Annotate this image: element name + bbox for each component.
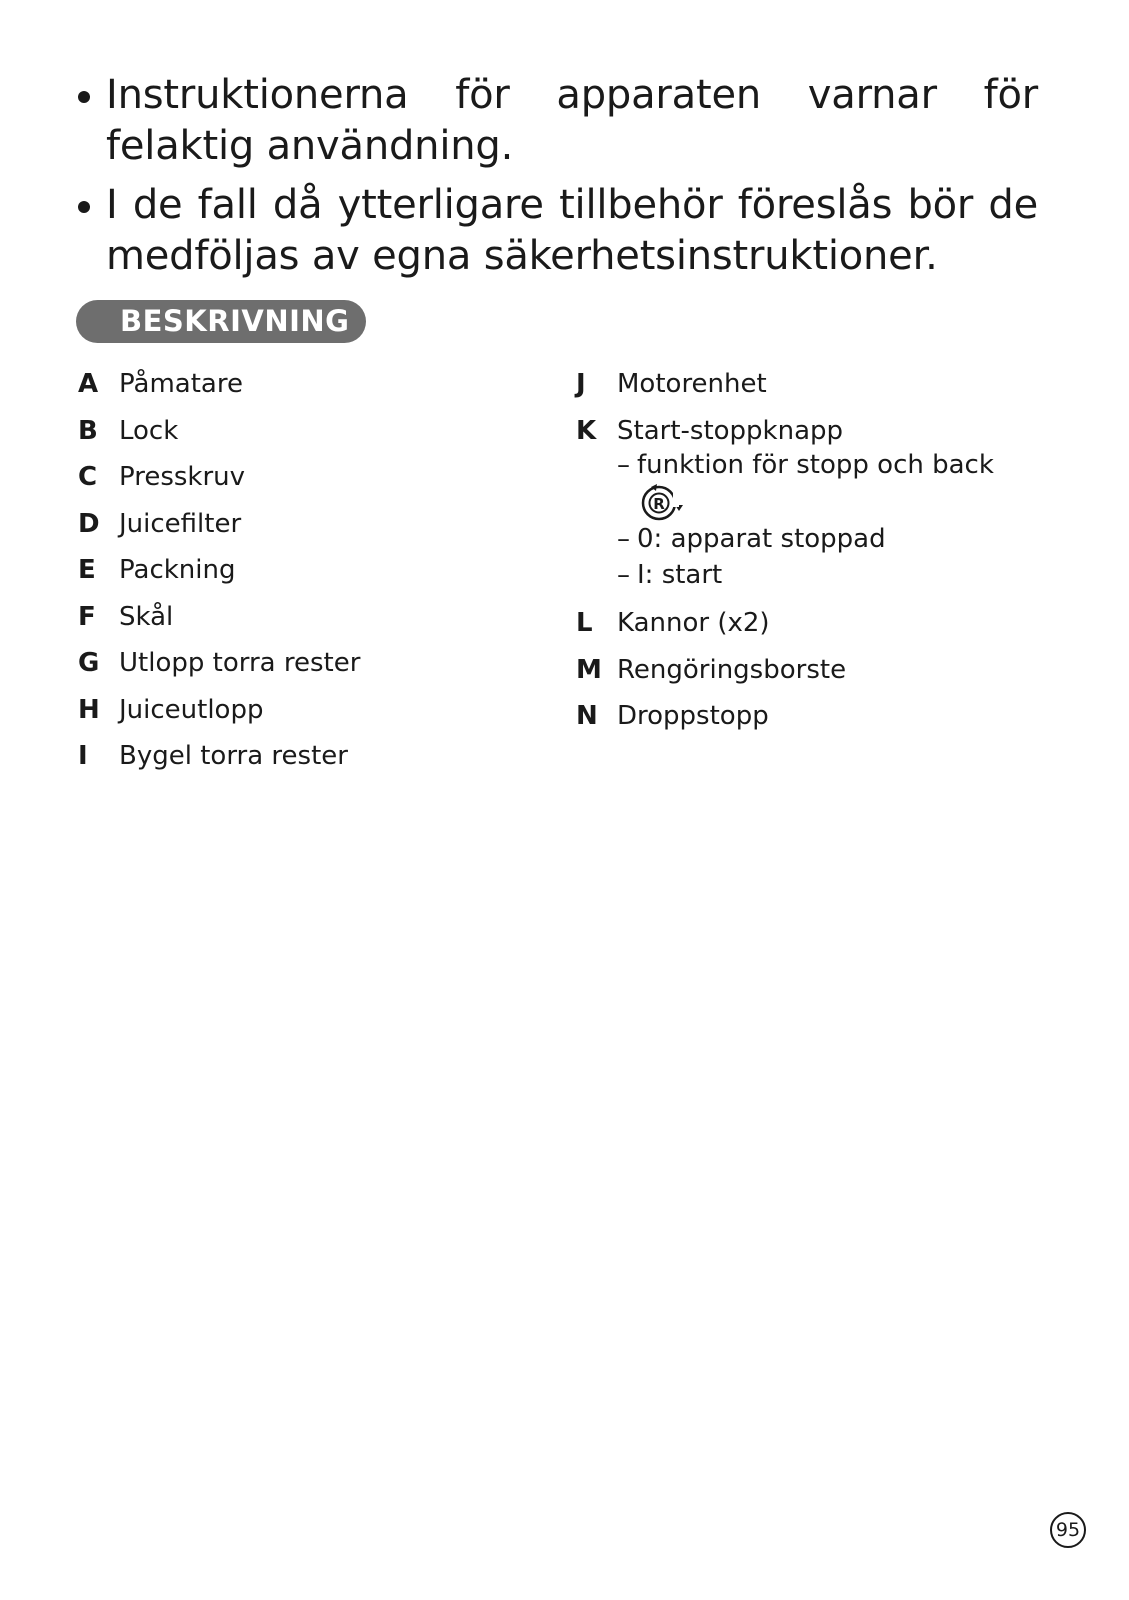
part-item-k bbox=[576, 415, 1036, 593]
part-name: Lock bbox=[119, 415, 179, 446]
part-item-n bbox=[576, 700, 1036, 732]
reverse-rotation-icon bbox=[635, 483, 691, 523]
part-item-i bbox=[78, 740, 518, 772]
part-item-e bbox=[78, 554, 518, 586]
part-name: Juiceutlopp bbox=[119, 694, 264, 725]
dash: – bbox=[617, 523, 630, 554]
part-item-h bbox=[78, 694, 518, 726]
part-name: Packning bbox=[119, 555, 236, 585]
sub-item-function bbox=[617, 447, 1036, 483]
part-item-a bbox=[78, 368, 518, 400]
part-item-c bbox=[78, 461, 518, 493]
parts-list-left bbox=[78, 368, 518, 787]
part-name: Presskruv bbox=[119, 462, 246, 492]
sub-item-off bbox=[617, 521, 1036, 557]
dash: – bbox=[617, 449, 630, 480]
part-item-b bbox=[78, 415, 518, 447]
part-item-j bbox=[576, 368, 1036, 400]
part-name: Bygel torra rester bbox=[119, 741, 348, 771]
icon-letter: R bbox=[653, 494, 665, 513]
part-letter: F bbox=[78, 601, 96, 632]
sub-text: I: start bbox=[637, 559, 723, 590]
part-letter: D bbox=[78, 508, 100, 539]
part-item-l bbox=[576, 607, 1036, 639]
part-item-d bbox=[78, 508, 518, 540]
part-letter: B bbox=[78, 415, 98, 446]
part-name: Juicefilter bbox=[119, 508, 242, 539]
part-name: Motorenhet bbox=[617, 369, 767, 399]
part-letter: C bbox=[78, 462, 98, 492]
part-item-f bbox=[78, 601, 518, 633]
part-letter: G bbox=[78, 648, 100, 678]
sub-text: 0: apparat stoppad bbox=[637, 523, 886, 554]
part-name: Droppstopp bbox=[617, 701, 769, 731]
bullet-text: I de fall då ytterligare tillbehör föreslås bör de medföljas av egna säkerhetsinstruktioner. bbox=[106, 182, 1038, 279]
bullet-item bbox=[78, 180, 1038, 282]
bullet-text: Instruktionerna för apparaten varnar för felaktig användning. bbox=[106, 72, 1038, 169]
part-letter: H bbox=[78, 694, 100, 725]
part-letter: M bbox=[576, 654, 602, 685]
section-heading: BESKRIVNING bbox=[76, 300, 366, 343]
part-letter: J bbox=[576, 369, 586, 399]
page-number: 95 bbox=[1050, 1512, 1086, 1548]
part-name: Skål bbox=[119, 601, 174, 632]
part-letter: K bbox=[576, 415, 597, 446]
part-letter: N bbox=[576, 701, 598, 731]
part-name: Kannor (x2) bbox=[617, 608, 770, 638]
part-item-m bbox=[576, 654, 1036, 686]
bullet-dot bbox=[78, 91, 90, 103]
part-name: Utlopp torra rester bbox=[119, 648, 361, 678]
bullet-item bbox=[78, 70, 1038, 172]
part-name: Påmatare bbox=[119, 369, 243, 399]
part-letter: I bbox=[78, 741, 88, 771]
bullet-dot bbox=[78, 201, 90, 213]
sub-item-on bbox=[617, 557, 1036, 593]
part-letter: E bbox=[78, 555, 96, 585]
dash: – bbox=[617, 559, 630, 590]
sub-text: funktion för stopp och back bbox=[637, 449, 994, 480]
safety-bullets bbox=[78, 70, 1038, 290]
part-letter: L bbox=[576, 608, 593, 638]
part-item-g bbox=[78, 647, 518, 679]
part-name: Start-stoppknapp bbox=[617, 415, 844, 446]
parts-list-right bbox=[576, 368, 1036, 747]
icon-line bbox=[617, 483, 1036, 521]
part-name: Rengöringsborste bbox=[617, 654, 847, 685]
part-k-details bbox=[617, 415, 1036, 593]
part-letter: A bbox=[78, 369, 99, 399]
